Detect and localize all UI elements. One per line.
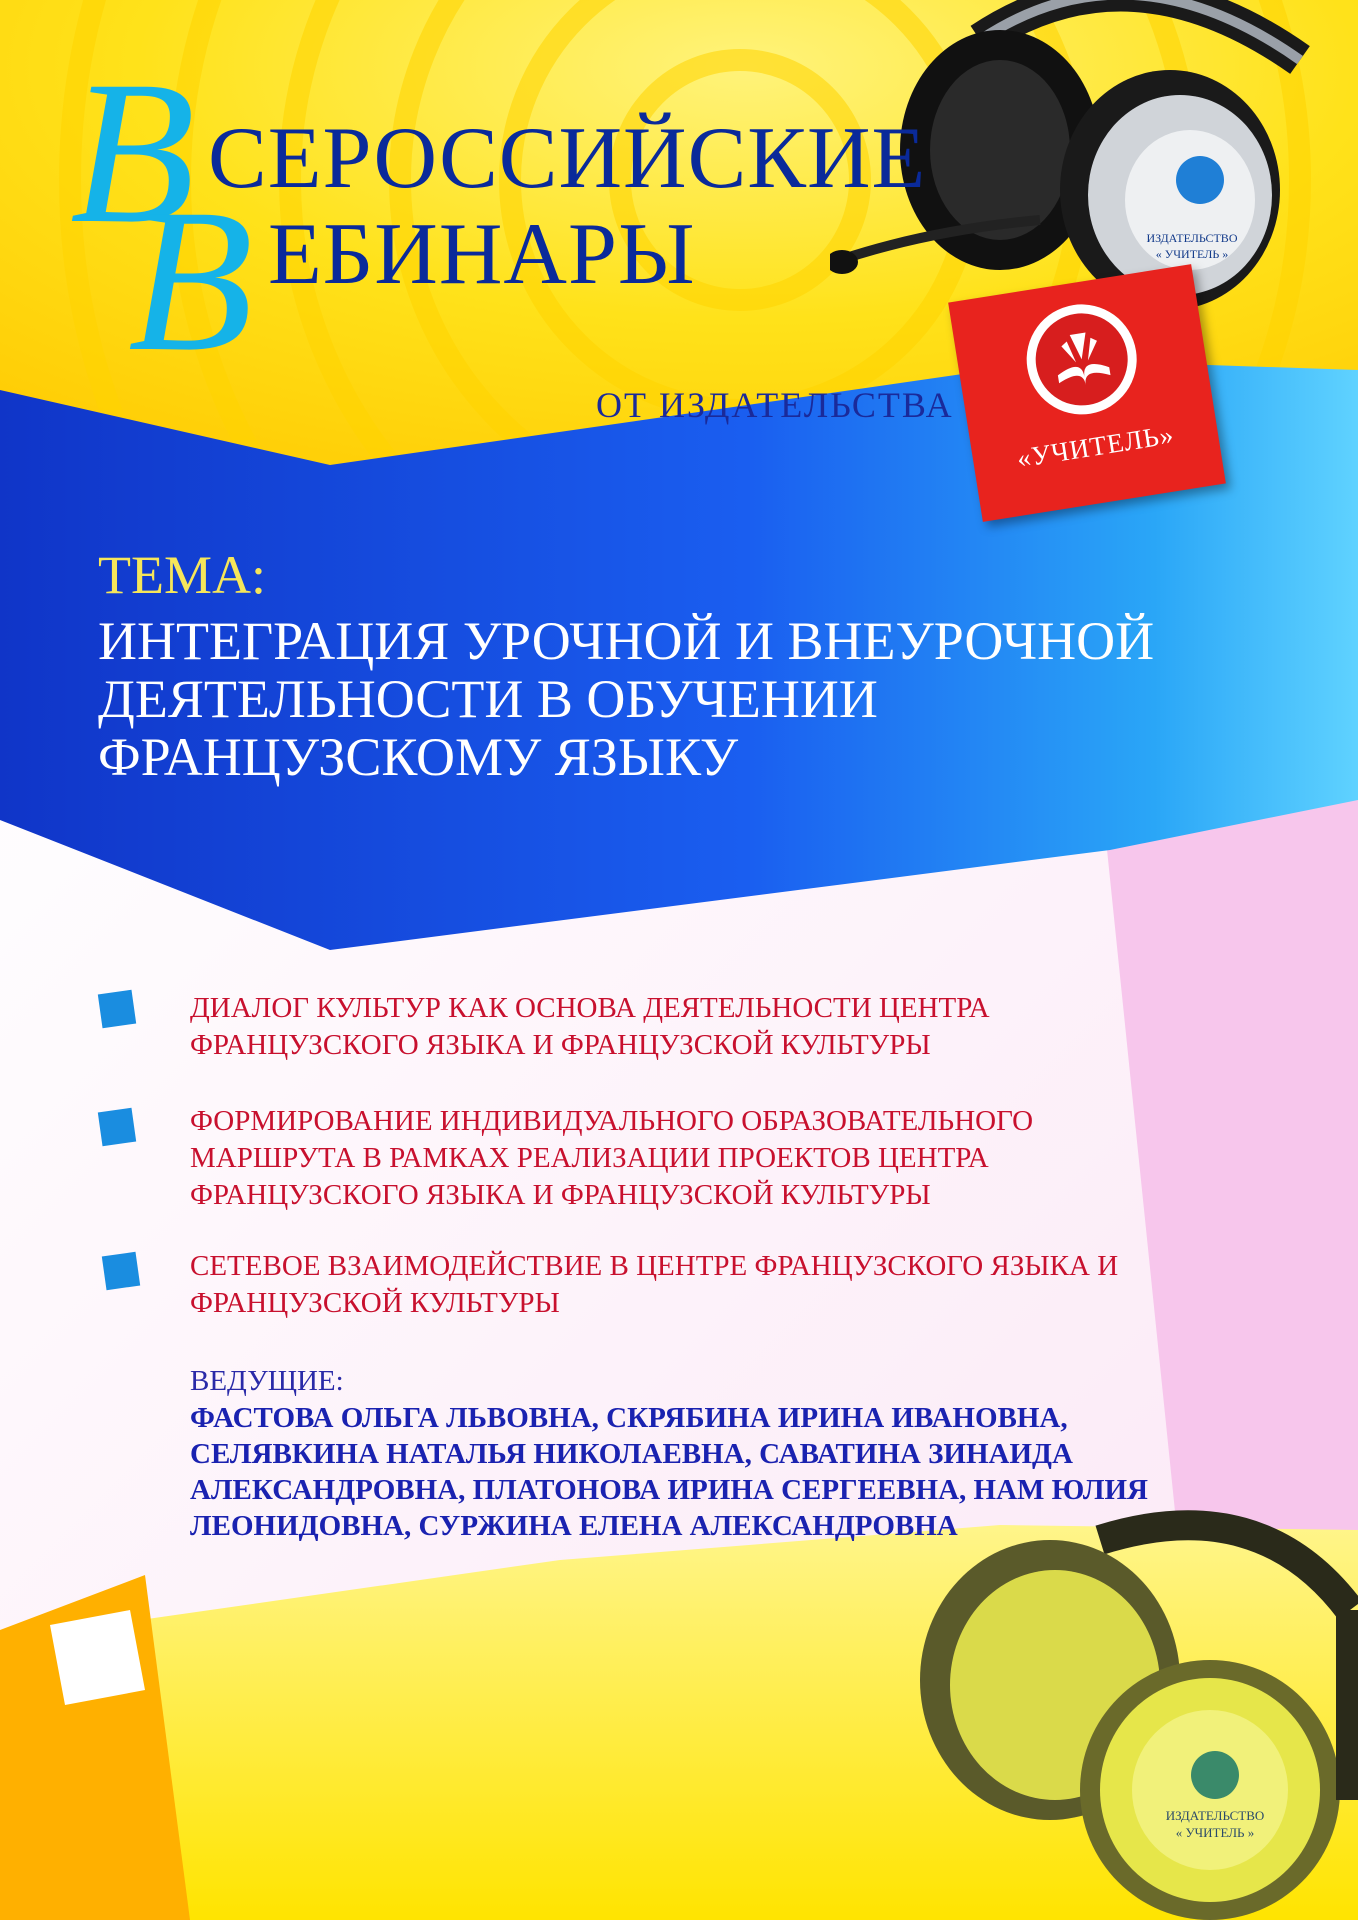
topic-label: ТЕМА: (98, 545, 266, 605)
book-logo-icon (1019, 296, 1145, 422)
bullet-line: ФРАНЦУЗСКОГО ЯЗЫКА И ФРАНЦУЗСКОЙ КУЛЬТУРЫ (190, 1179, 931, 1211)
topic-title (98, 612, 1298, 786)
hosts-line: ЛЕОНИДОВНА, СУРЖИНА ЕЛЕНА АЛЕКСАНДРОВНА (190, 1510, 958, 1542)
hosts-label: ВЕДУЩИЕ: (190, 1365, 344, 1397)
headset-label-1: ИЗДАТЕЛЬСТВО (1165, 1808, 1265, 1823)
square-bullet-icon (102, 1252, 140, 1290)
bullet-line: ФРАНЦУЗСКОЙ КУЛЬТУРЫ (190, 1287, 560, 1319)
title-initial-1: В (70, 39, 196, 266)
headset-label-1: ИЗДАТЕЛЬСТВО (1146, 231, 1238, 245)
bullet-line: ФОРМИРОВАНИЕ ИНДИВИДУАЛЬНОГО ОБРАЗОВАТЕЛЬНОГО (190, 1105, 1034, 1137)
headset-label-2: « УЧИТЕЛЬ » (1175, 1825, 1255, 1840)
headset-icon (880, 1500, 1358, 1920)
publisher-text: ОТ ИЗДАТЕЛЬСТВА (596, 385, 954, 425)
hosts-line: ФАСТОВА ОЛЬГА ЛЬВОВНА, СКРЯБИНА ИРИНА ИВАНОВНА, (190, 1402, 1068, 1434)
publisher-logo (948, 264, 1226, 522)
bullet-line: МАРШРУТА В РАМКАХ РЕАЛИЗАЦИИ ПРОЕКТОВ ЦЕНТРА (190, 1142, 989, 1174)
bullet-line: СЕТЕВОЕ ВЗАИМОДЕЙСТВИЕ В ЦЕНТРЕ ФРАНЦУЗСКОГО ЯЗЫКА И (190, 1250, 1119, 1282)
bullet-line: ДИАЛОГ КУЛЬТУР КАК ОСНОВА ДЕЯТЕЛЬНОСТИ ЦЕНТРА (190, 992, 990, 1024)
topic-line: ИНТЕГРАЦИЯ УРОЧНОЙ И ВНЕУРОЧНОЙ (98, 611, 1155, 671)
bullet-item-2 (190, 1103, 1280, 1214)
hosts-list (190, 1400, 1148, 1544)
headset-label-2: « УЧИТЕЛЬ » (1155, 247, 1229, 261)
topic-line: ДЕЯТЕЛЬНОСТИ В ОБУЧЕНИИ (98, 669, 878, 729)
hosts-line: АЛЕКСАНДРОВНА, ПЛАТОНОВА ИРИНА СЕРГЕЕВНА, НАМ ЮЛИЯ (190, 1474, 1148, 1506)
hosts-line: СЕЛЯВКИНА НАТАЛЬЯ НИКОЛАЕВНА, САВАТИНА ЗИНАИДА (190, 1438, 1073, 1470)
square-bullet-icon (98, 990, 136, 1028)
bullet-item-1 (190, 990, 1280, 1064)
title-line-2: ЕБИНАРЫ (268, 206, 696, 303)
title-line-1: СЕРОССИЙСКИЕ (208, 110, 927, 207)
square-bullet-icon (98, 1108, 136, 1146)
logo-label: «УЧИТЕЛЬ» (1014, 419, 1177, 474)
bullet-item-3 (190, 1248, 1280, 1322)
title-initial-2: В (128, 167, 254, 394)
bullet-line: ФРАНЦУЗСКОГО ЯЗЫКА И ФРАНЦУЗСКОЙ КУЛЬТУРЫ (190, 1029, 931, 1061)
topic-line: ФРАНЦУЗСКОМУ ЯЗЫКУ (98, 727, 739, 787)
